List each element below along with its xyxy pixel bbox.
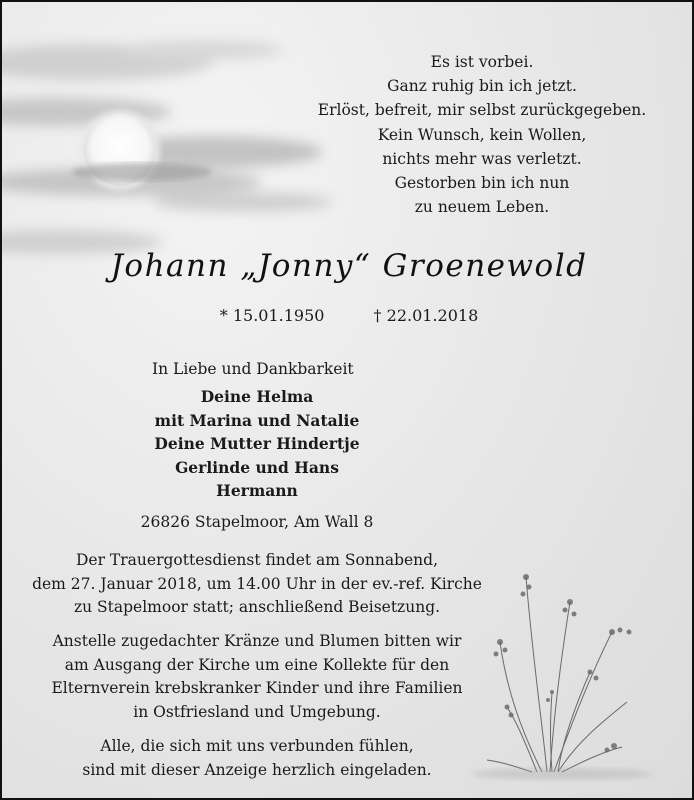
cloud-shapes [2,40,332,254]
donation-line: in Ostfriesland und Umgebung. [133,702,381,721]
mourner: Hermann [216,481,298,500]
donation-line: Anstelle zugedachter Kränze und Blumen bitten wir [52,632,462,650]
donation-info [2,630,512,724]
mourner: Gerlinde und Hans [175,457,339,477]
poem-line: Kein Wunsch, kein Wollen, [377,125,587,144]
seed-heads [494,574,632,753]
poem-line: Erlöst, befreit, mir selbst zurückgegeben. [317,101,647,120]
service-line: dem 27. Januar 2018, um 14.00 Uhr in der ev.-ref. Kirche [32,574,482,593]
poem-line: Es ist vorbei. [430,53,534,71]
donation-line: Elternverein krebskranker Kinder und ihre Familien [51,679,463,697]
deceased-name: Johann „Jonny“ Groenewold [110,248,588,284]
poem-line: Ganz ruhig bin ich jetzt. [387,77,577,96]
donation-line: am Ausgang der Kirche um eine Kollekte für den [64,655,450,674]
intro-text: In Liebe und Dankbarkeit [152,360,354,378]
life-dates [2,306,694,325]
mourner: mit Marina und Natalie [154,410,360,430]
service-line: zu Stapelmoor statt; anschließend Beisetzung. [73,598,441,616]
mourners-list [2,385,512,503]
closing-line: sind mit dieser Anzeige herzlich eingeladen. [82,760,432,779]
death-date: † 22.01.2018 [373,306,479,325]
birth-date: * 15.01.1950 [219,306,325,325]
mourner: Deine Mutter Hindertje [154,434,360,453]
address: 26826 Stapelmoor, Am Wall 8 [140,513,374,531]
poem-line: Gestorben bin ich nun [394,174,570,193]
poem-line: nichts mehr was verletzt. [382,149,582,168]
poem [302,50,662,219]
service-line: Der Trauergottesdienst findet am Sonnabend, [76,551,438,569]
closing-line: Alle, die sich mit uns verbunden fühlen, [100,737,414,755]
mourner: Deine Helma [200,387,314,406]
poem-line: zu neuem Leben. [414,198,550,217]
closing-text [2,735,512,782]
service-info [2,549,512,620]
